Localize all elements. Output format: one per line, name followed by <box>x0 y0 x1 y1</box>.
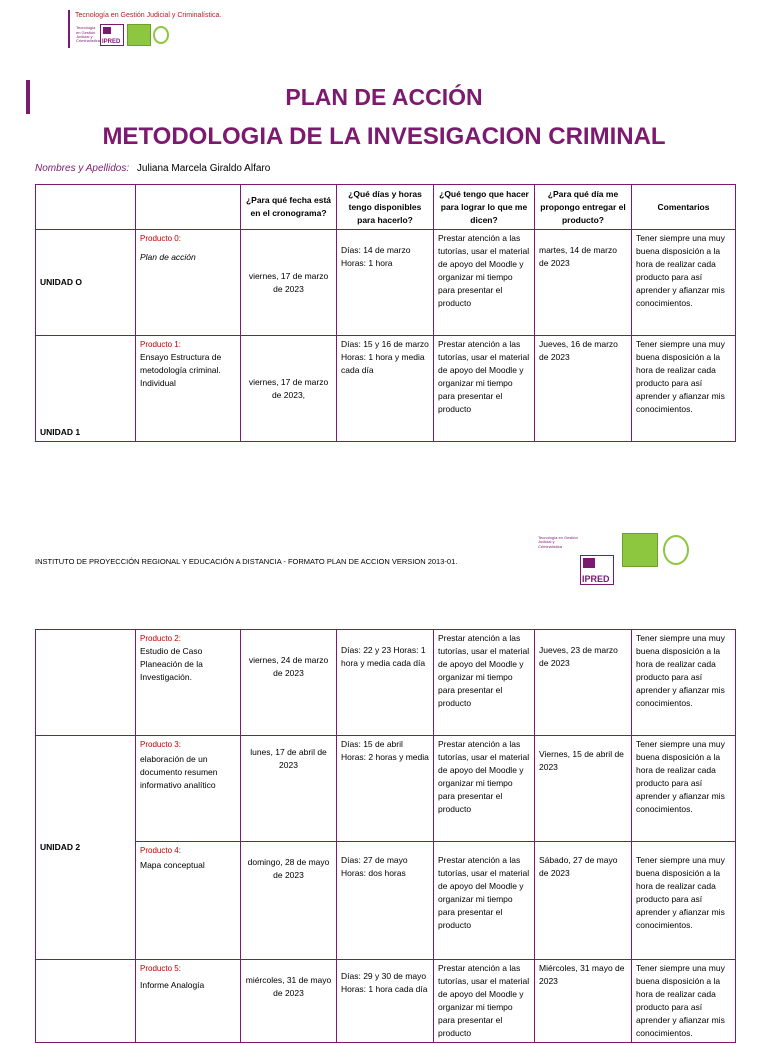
product-label: Producto 1: <box>140 340 181 349</box>
todo: Prestar atención a las tutorías, usar el material de apoyo del Moodle y organizar mi tiempo para presentar el producto <box>434 960 535 1043</box>
schedule-date: viernes, 17 de marzo de 2023, <box>241 336 337 442</box>
program-logo <box>76 24 101 46</box>
table-row <box>36 842 736 960</box>
plan-table-top <box>35 184 736 442</box>
table-row <box>36 960 736 1043</box>
todo: Prestar atención a las tutorías, usar el material de apoyo del Moodle y organizar mi tiempo para presentar el producto <box>434 336 535 442</box>
ipred-logo-text: IPRED <box>582 574 610 584</box>
program-logo-text: Tecnología en Gestión Judicial y Criminalística <box>76 25 101 44</box>
col-header-schedule-date: ¿Para qué fecha está en el cronograma? <box>241 185 337 230</box>
table-row <box>36 630 736 736</box>
delivery-date: Sábado, 27 de mayo de 2023 <box>535 842 632 960</box>
comments: Tener siempre una muy buena disposición a la hora de realizar cada producto para así aprender y afianzar mis conocimientos. <box>632 630 736 736</box>
ipred-logo <box>100 24 124 46</box>
header-accent-bar <box>68 10 70 48</box>
student-name-line <box>35 163 270 174</box>
unit-empty-cell <box>36 960 136 1043</box>
product-cell <box>136 842 241 960</box>
col-header-availability: ¿Qué días y horas tengo disponibles para hacerlo? <box>337 185 434 230</box>
unit-label: UNIDAD 2 <box>40 842 81 852</box>
delivery-date: Jueves, 23 de marzo de 2023 <box>535 630 632 736</box>
col-header-product <box>136 185 241 230</box>
delivery-date: Jueves, 16 de marzo de 2023 <box>535 336 632 442</box>
product-label: Producto 2: <box>140 634 181 643</box>
footer-uis-logo-box <box>622 533 658 567</box>
product-description: Plan de acción <box>140 252 196 262</box>
unit-2-cell <box>36 736 136 960</box>
table-row <box>36 336 736 442</box>
table-row <box>36 230 736 336</box>
availability: Días: 22 y 23 Horas: 1 hora y media cada día <box>337 630 434 736</box>
uis-logo-emblem <box>153 26 169 44</box>
ipred-logo-square <box>583 558 595 568</box>
availability: Días: 15 y 16 de marzo Horas: 1 hora y media cada día <box>337 336 434 442</box>
student-name-label: Nombres y Apellidos: <box>35 163 130 174</box>
comments: Tener siempre una muy buena disposición a la hora de realizar cada producto para así aprender y afianzar mis conocimientos. <box>632 336 736 442</box>
unit-label: UNIDAD 1 <box>40 427 81 437</box>
product-label: Producto 0: <box>140 234 181 243</box>
comments: Tener siempre una muy buena disposición a la hora de realizar cada producto para así aprender y afianzar mis conocimientos. <box>632 842 736 960</box>
program-title: Tecnología en Gestión Judicial y Criminalística. <box>75 12 222 19</box>
table-row <box>36 736 736 842</box>
product-cell <box>136 630 241 736</box>
delivery-date: Miércoles, 31 mayo de 2023 <box>535 960 632 1043</box>
availability: Días: 14 de marzo Horas: 1 hora <box>337 230 434 336</box>
footer-ipred-logo <box>580 555 614 585</box>
comments: Tener siempre una muy buena disposición a la hora de realizar cada producto para así aprender y afianzar mis conocimientos. <box>632 736 736 842</box>
unit-label: UNIDAD O <box>40 277 83 287</box>
uis-logo-box <box>127 24 151 46</box>
footer-uis-emblem <box>663 535 689 565</box>
student-name-value: Juliana Marcela Giraldo Alfaro <box>136 163 271 174</box>
product-description: Mapa conceptual <box>140 860 205 870</box>
unit-empty-cell <box>36 630 136 736</box>
todo: Prestar atención a las tutorías, usar el material de apoyo del Moodle y organizar mi tiempo para presentar el producto <box>434 230 535 336</box>
product-label: Producto 3: <box>140 740 181 749</box>
product-description: elaboración de un documento resumen informativo analítico <box>140 754 218 790</box>
product-cell <box>136 336 241 442</box>
schedule-date: lunes, 17 de abril de 2023 <box>241 736 337 842</box>
col-header-delivery: ¿Para qué día me propongo entregar el producto? <box>535 185 632 230</box>
availability: Días: 27 de mayo Horas: dos horas <box>337 842 434 960</box>
page-title: PLAN DE ACCIÓN <box>285 84 483 110</box>
footer-logo-text: Tecnología en Gestión Judicial y Criminalística <box>538 535 578 549</box>
product-cell <box>136 960 241 1043</box>
availability: Días: 29 y 30 de mayo Horas: 1 hora cada día <box>337 960 434 1043</box>
product-label: Producto 5: <box>140 964 181 973</box>
footer-text: INSTITUTO DE PROYECCIÓN REGIONAL Y EDUCACIÓN A DISTANCIA - FORMATO PLAN DE ACCION VERSION 2013-01. <box>35 557 458 566</box>
ipred-logo-square <box>103 27 111 34</box>
col-header-comments: Comentarios <box>632 185 736 230</box>
todo: Prestar atención a las tutorías, usar el material de apoyo del Moodle y organizar mi tiempo para presentar el producto <box>434 842 535 960</box>
comments: Tener siempre una muy buena disposición a la hora de realizar cada producto para así aprender y afianzar mis conocimientos. <box>632 960 736 1043</box>
product-description: Informe Analogía <box>140 980 205 990</box>
schedule-date: viernes, 24 de marzo de 2023 <box>241 630 337 736</box>
footer-program-logo <box>538 532 578 562</box>
col-header-unit <box>36 185 136 230</box>
product-cell <box>136 230 241 336</box>
page-subtitle: METODOLOGIA DE LA INVESIGACION CRIMINAL <box>102 123 666 150</box>
schedule-date: viernes, 17 de marzo de 2023 <box>241 230 337 336</box>
delivery-date: martes, 14 de marzo de 2023 <box>535 230 632 336</box>
schedule-date: miércoles, 31 de mayo de 2023 <box>241 960 337 1043</box>
availability: Días: 15 de abril Horas: 2 horas y media <box>337 736 434 842</box>
unit-0-cell <box>36 230 136 336</box>
delivery-date: Viernes, 15 de abril de 2023 <box>535 736 632 842</box>
todo: Prestar atención a las tutorías, usar el material de apoyo del Moodle y organizar mi tiempo para presentar el producto <box>434 630 535 736</box>
comments: Tener siempre una muy buena disposición a la hora de realizar cada producto para así aprender y afianzar mis conocimientos. <box>632 230 736 336</box>
plan-table-bottom <box>35 629 736 1043</box>
product-description: Ensayo Estructura de metodología criminal. Individual <box>140 352 222 388</box>
unit-1-cell <box>36 336 136 442</box>
product-label: Producto 4: <box>140 846 181 855</box>
ipred-logo-text: IPRED <box>102 39 121 45</box>
col-header-todo: ¿Qué tengo que hacer para lograr lo que me dicen? <box>434 185 535 230</box>
schedule-date: domingo, 28 de mayo de 2023 <box>241 842 337 960</box>
todo: Prestar atención a las tutorías, usar el material de apoyo del Moodle y organizar mi tiempo para presentar el producto <box>434 736 535 842</box>
product-cell <box>136 736 241 842</box>
product-description: Estudio de Caso Planeación de la Investigación. <box>140 646 203 682</box>
table-header-row <box>36 185 736 230</box>
